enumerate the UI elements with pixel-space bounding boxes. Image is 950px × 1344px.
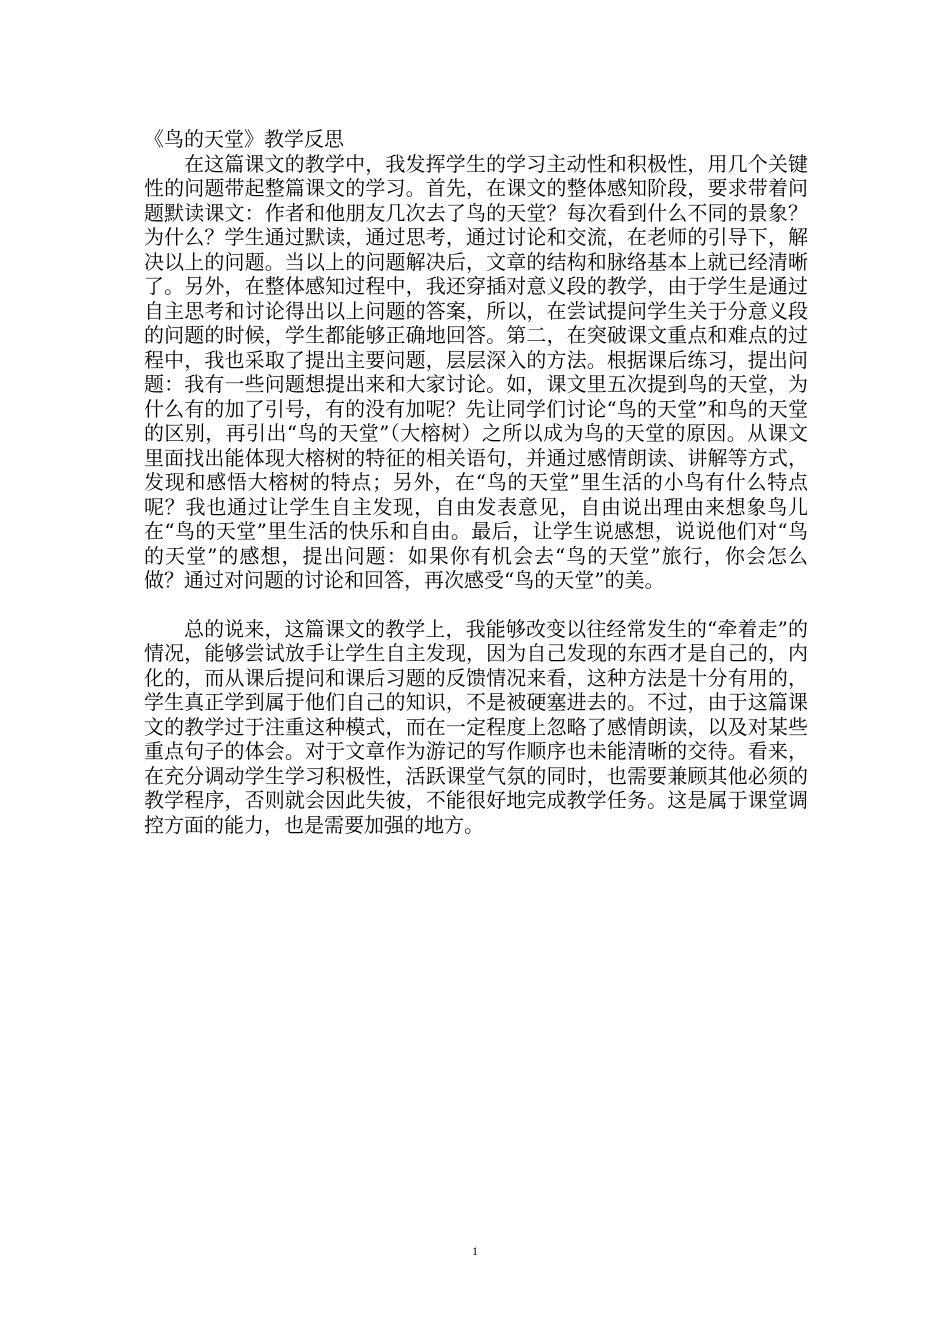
document-body (144, 127, 808, 837)
paragraph-spacer (144, 593, 808, 617)
paragraph-teaching-process: 在这篇课文的教学中，我发挥学生的学习主动性和积极性，用几个关键性的问题带起整篇课文的学习。首先，在课文的整体感知阶段，要求带着问题默读课文：作者和他朋友几次去了鸟的天堂？每次看到什么不同的景象？为什么？学生通过默读，通过思考，通过讨论和交流，在老师的引导下，解决以上的问题。当以上的问题解决后，文章的结构和脉络基本上就已经清晰了。另外，在整体感知过程中，我还穿插对意义段的教学，由于学生是通过自主思考和讨论得出以上问题的答案，所以，在尝试提问学生关于分意义段的问题的时候，学生都能够正确地回答。第二，在突破课文重点和难点的过程中，我也采取了提出主要问题，层层深入的方法。根据课后练习，提出问题：我有一些问题想提出来和大家讨论。如，课文里五次提到鸟的天堂，为什么有的加了引号，有的没有加呢？先让同学们讨论“鸟的天堂”和鸟的天堂的区别，再引出“鸟的天堂”（大榕树）之所以成为鸟的天堂的原因。从课文里面找出能体现大榕树的特征的相关语句，并通过感情朗读、讲解等方式，发现和感悟大榕树的特点；另外，在“鸟的天堂”里生活的小鸟有什么特点呢？我也通过让学生自主发现，自由发表意见，自由说出理由来想象鸟儿在“鸟的天堂”里生活的快乐和自由。最后，让学生说感想，说说他们对“鸟的天堂”的感想，提出问题：如果你有机会去“鸟的天堂”旅行，你会怎么做？通过对问题的讨论和回答，再次感受“鸟的天堂”的美。 (144, 151, 808, 592)
paragraph-summary: 总的说来，这篇课文的教学上，我能够改变以往经常发生的“牵着走”的情况，能够尝试放手让学生自主发现，因为自己发现的东西才是自己的，内化的，而从课后提问和课后习题的反馈情况来看，这种方法是十分有用的，学生真正学到属于他们自己的知识，不是被硬塞进去的。不过，由于这篇课文的教学过于注重这种模式，而在一定程度上忽略了感情朗读，以及对某些重点句子的体会。对于文章作为游记的写作顺序也未能清晰的交待。看来，在充分调动学生学习积极性，活跃课堂气氛的同时，也需要兼顾其他必须的教学程序，否则就会因此失彼，不能很好地完成教学任务。这是属于课堂调控方面的能力，也是需要加强的地方。 (144, 616, 808, 837)
page-number: 1 (472, 1244, 478, 1258)
document-title: 《鸟的天堂》教学反思 (144, 127, 344, 151)
